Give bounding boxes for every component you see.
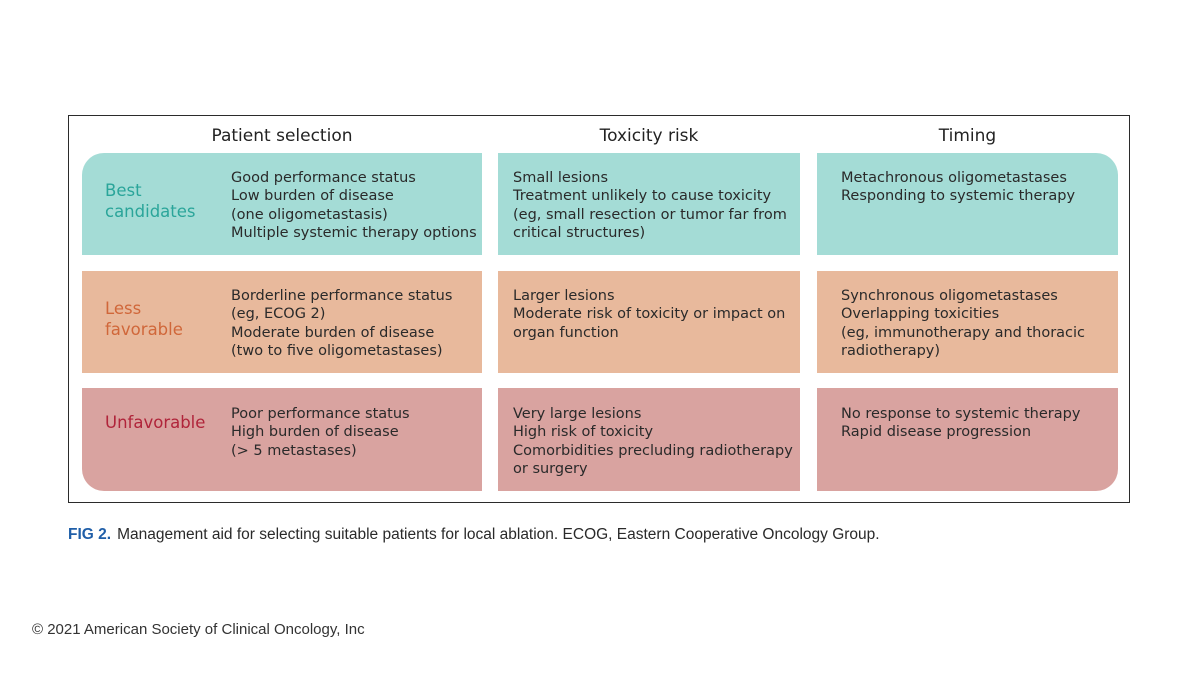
text-line: Moderate burden of disease — [231, 324, 435, 341]
unfavorable-toxicity-cell — [498, 388, 800, 491]
text-line: (two to five oligometastases) — [231, 342, 443, 359]
text-line: Overlapping toxicities — [841, 306, 1000, 323]
text-line: Metachronous oligometastases — [841, 170, 1067, 186]
best-toxicity-cell — [498, 153, 800, 255]
text-line: Multiple systemic therapy options — [231, 224, 477, 241]
text-line: Low burden of disease — [231, 188, 394, 205]
text-line: Rapid disease progression — [841, 424, 1032, 441]
text-line: Comorbidities precluding radiotherapy — [513, 442, 793, 459]
text-line: or surgery — [513, 460, 588, 477]
text-line: organ function — [513, 324, 619, 341]
column-header-toxicity-risk: Toxicity risk — [599, 126, 699, 146]
best-timing-cell — [817, 153, 1118, 255]
text-line: critical structures) — [513, 224, 646, 241]
text-line: (eg, ECOG 2) — [231, 306, 326, 323]
unfavorable-timing-cell — [817, 388, 1118, 491]
text-line: radiotherapy) — [841, 342, 941, 359]
label-line: Unfavorable — [105, 413, 206, 432]
text-line: (eg, small resection or tumor far from — [513, 206, 787, 223]
text-line: Very large lesions — [513, 406, 642, 422]
caption-text: Management aid for selecting suitable patients for local ablation. ECOG, Eastern Cooperative Oncology Group. — [117, 526, 880, 543]
text-line: No response to systemic therapy — [841, 406, 1081, 422]
text-line: Small lesions — [513, 170, 609, 186]
row-label-less-favorable — [105, 298, 183, 340]
figure-number: FIG 2. — [68, 526, 112, 543]
less-timing-cell — [817, 271, 1118, 373]
column-header-patient-selection: Patient selection — [211, 126, 353, 146]
text-line: Larger lesions — [513, 288, 615, 304]
text-line: (eg, immunotherapy and thoracic — [841, 324, 1086, 341]
label-line: favorable — [105, 320, 183, 339]
text-line: Poor performance status — [231, 406, 410, 422]
text-line: Borderline performance status — [231, 288, 453, 304]
text-line: Good performance status — [231, 170, 416, 186]
copyright-notice: © 2021 American Society of Clinical Oncology, Inc — [32, 621, 365, 638]
figure-caption — [68, 526, 880, 544]
text-line: (> 5 metastases) — [231, 442, 357, 459]
unfavorable-patient-cell — [82, 388, 482, 491]
text-line: High risk of toxicity — [513, 424, 654, 441]
less-toxicity-cell — [498, 271, 800, 373]
label-line: Less — [105, 299, 142, 318]
text-line: High burden of disease — [231, 424, 399, 441]
row-label-best-candidates — [105, 180, 196, 222]
text-line: Treatment unlikely to cause toxicity — [513, 188, 772, 205]
text-line: Synchronous oligometastases — [841, 288, 1058, 304]
label-line: Best — [105, 181, 142, 200]
text-line: Responding to systemic therapy — [841, 188, 1076, 205]
column-header-timing: Timing — [938, 126, 997, 146]
row-label-unfavorable — [105, 412, 205, 433]
text-line: (one oligometastasis) — [231, 206, 388, 223]
label-line: candidates — [105, 202, 196, 221]
text-line: Moderate risk of toxicity or impact on — [513, 306, 786, 323]
